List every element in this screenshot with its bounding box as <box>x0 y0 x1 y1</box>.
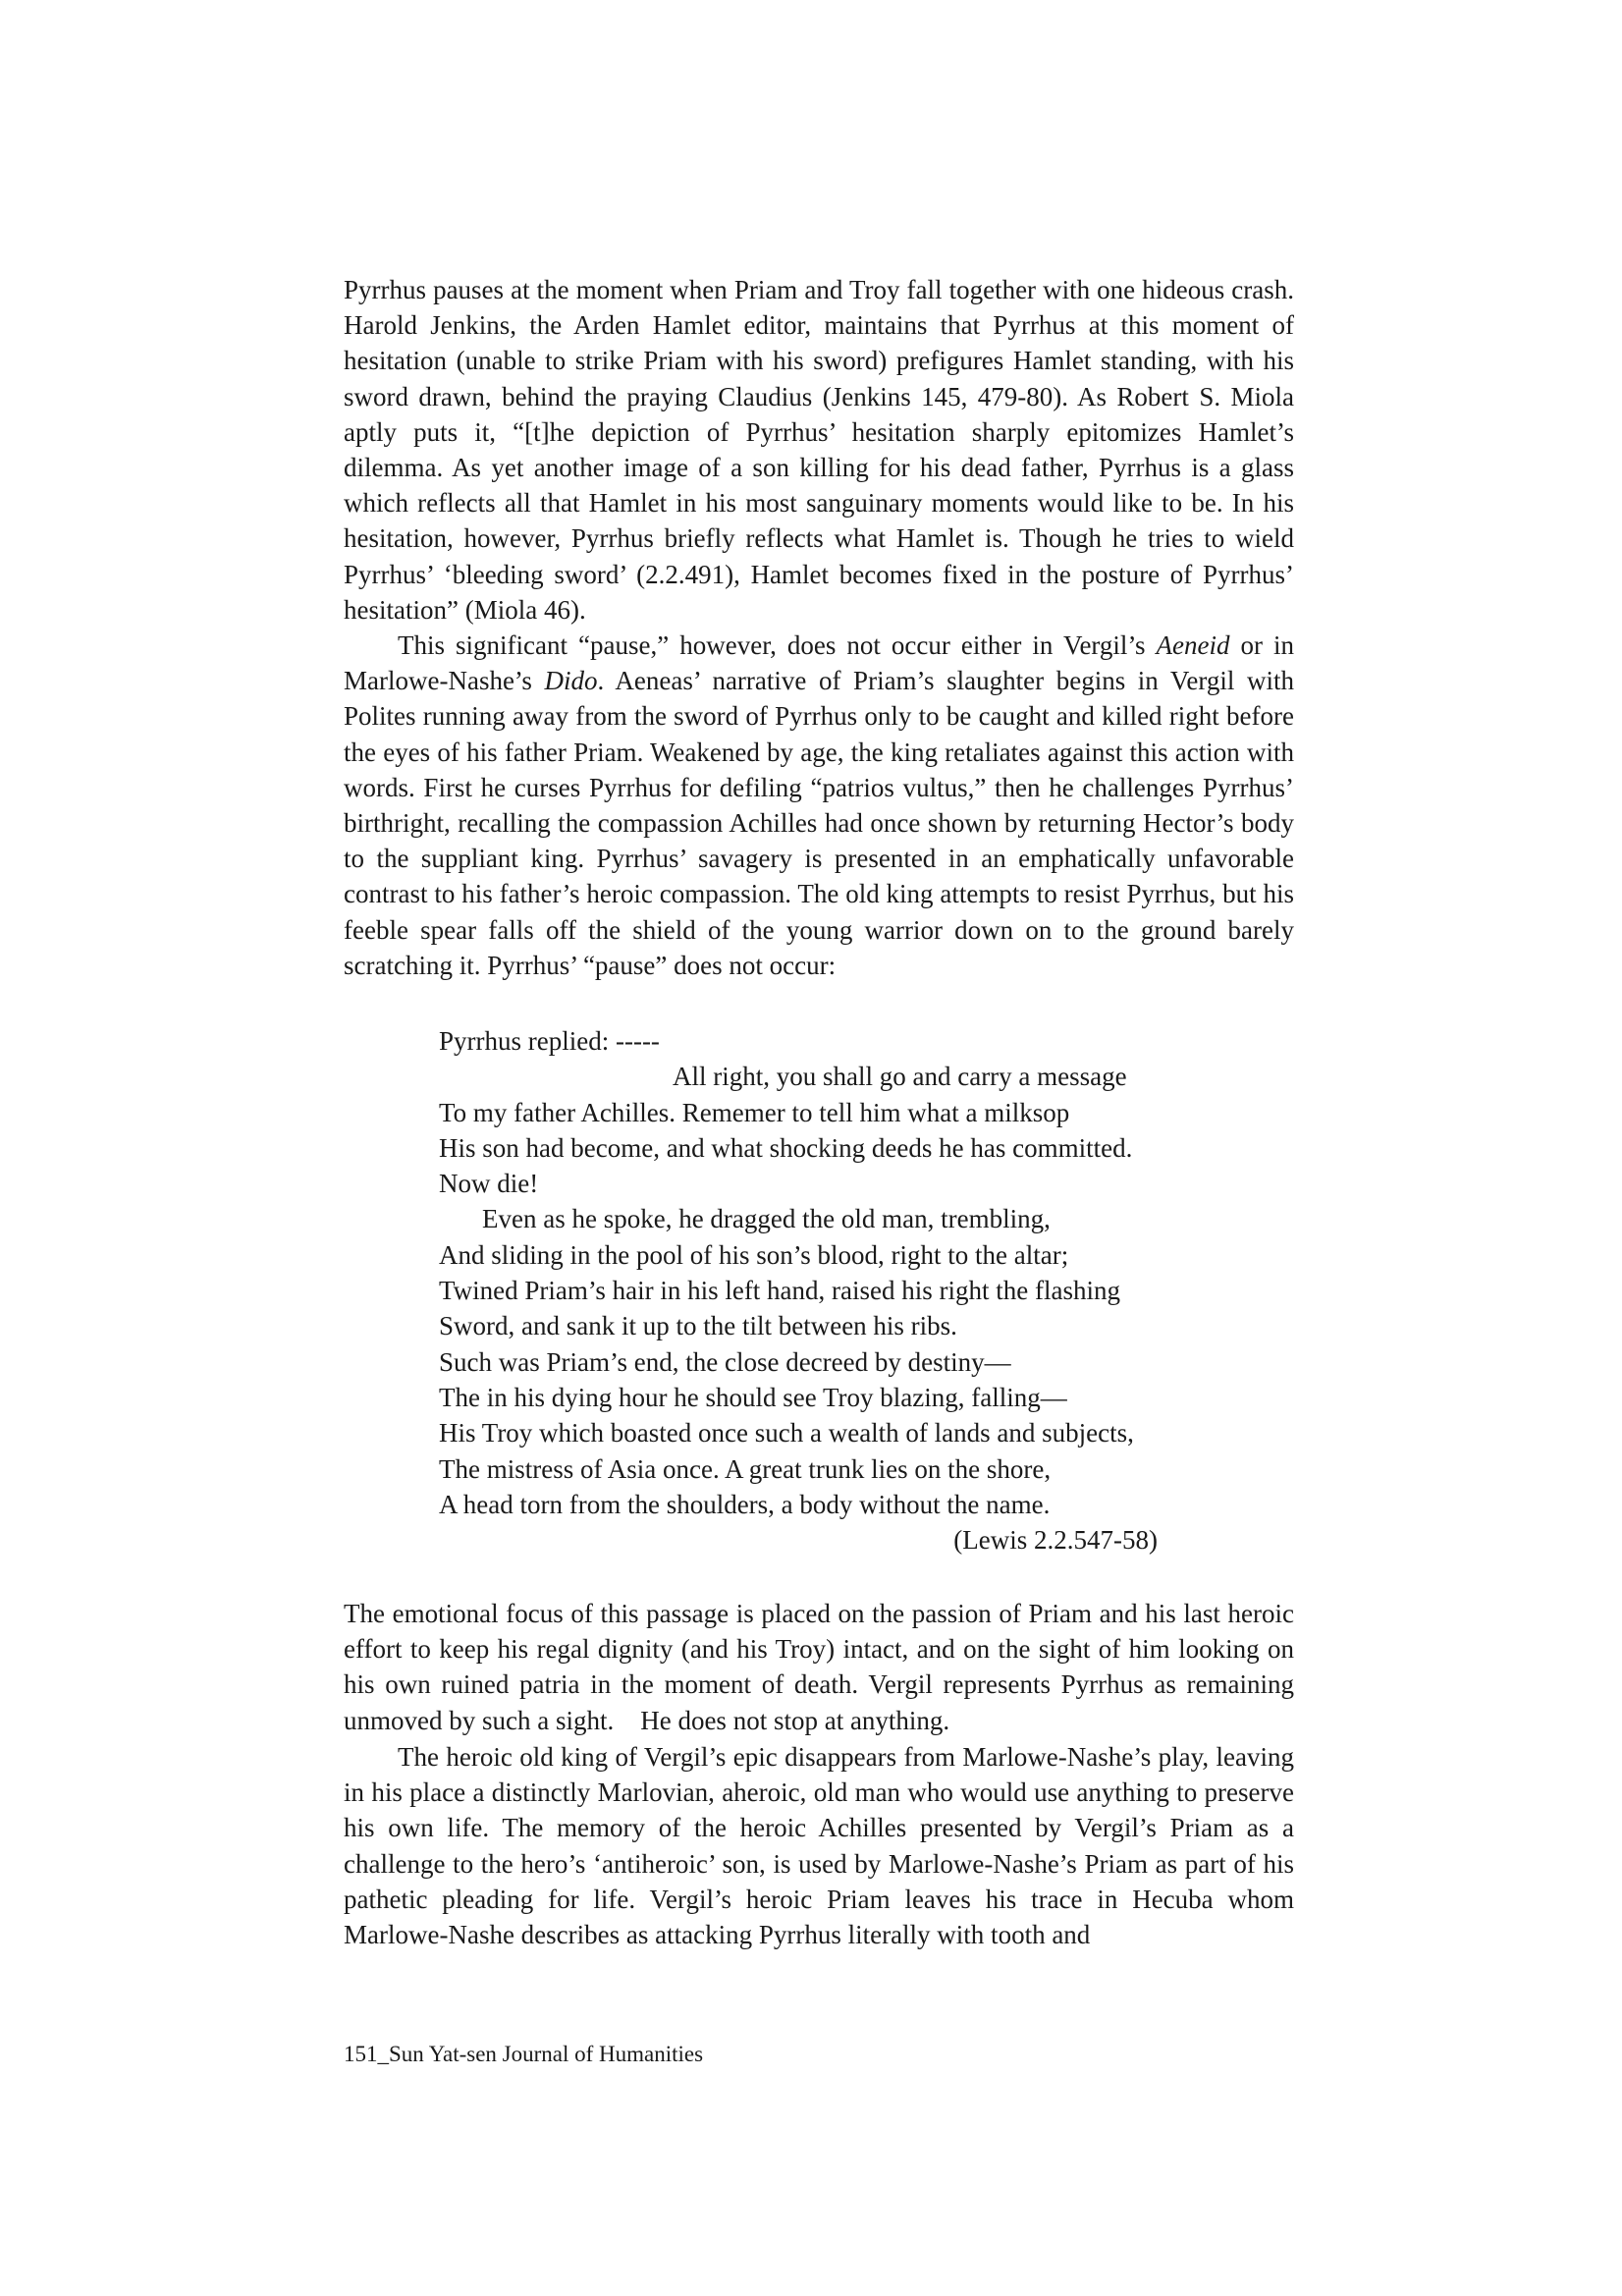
quote-line: Pyrrhus replied: ----- <box>439 1026 660 1056</box>
paragraph-text: . Aeneas’ narrative of Priam’s slaughter begins in Vergil with Polites running away from the sword of Pyrrhus only to be caught and killed right before the eyes of his father Priam. Weakened by age, the king retaliates against this action with words. First he curses Pyrrhus for defiling “patrios vultus,” then he challenges Pyrrhus’ birthright, recalling the compassion Achilles had once shown by returning Hector’s body to the suppliant king. Pyrrhus’ savagery is presented in an emphatically unfavorable contrast to his father’s heroic compassion. The old king attempts to resist Pyrrhus, but his feeble spear falls off the shield of the young warrior down on to the ground barely scratching it. Pyrrhus’ “pause” does not occur: <box>344 666 1294 980</box>
quote-line: Sword, and sank it up to the tilt between his ribs. <box>439 1311 957 1341</box>
page-footer-folio: 151_Sun Yat-sen Journal of Humanities <box>344 2042 704 2066</box>
paragraph-text: This significant “pause,” however, does not occur either in Vergil’s <box>398 630 1157 660</box>
paragraph-emotional-focus: The emotional focus of this passage is placed on the passion of Priam and his last heroic effort to keep his regal dignity (and his Troy) intact, and on the sight of him looking on his own ruined patria in the moment of death. Vergil represents Pyrrhus as remaining unmoved by such a sight. He does not stop at anything. <box>344 1599 1294 1735</box>
paragraph-heroic-old-king: The heroic old king of Vergil’s epic disappears from Marlowe-Nashe’s play, leaving in his place a distinctly Marlovian, aheroic, old man who would use anything to preserve his own life. The memory of the heroic Achilles presented by Vergil’s Priam as a challenge to the hero’s ‘antiheroic’ son, is used by Marlowe-Nashe’s Priam as part of his pathetic pleading for life. Vergil’s heroic Priam leaves his trace in Hecuba whom Marlowe-Nashe describes as attacking Pyrrhus literally with tooth and <box>344 1742 1294 1950</box>
quote-line: A head torn from the shoulders, a body without the name. <box>439 1489 1051 1519</box>
quote-line: Such was Priam’s end, the close decreed by destiny— <box>439 1346 1011 1377</box>
quote-line: Twined Priam’s hair in his left hand, raised his right the flashing <box>439 1276 1120 1306</box>
quote-line: The mistress of Asia once. A great trunk lies on the shore, <box>439 1453 1052 1484</box>
quote-line: To my father Achilles. Rememer to tell him what a milksop <box>439 1097 1070 1127</box>
italic-title-aeneid: Aeneid <box>1156 630 1230 660</box>
quote-line: All right, you shall go and carry a message <box>673 1062 1127 1092</box>
quote-line: His son had become, and what shocking deeds he has committed. <box>439 1132 1133 1163</box>
paragraph-text: or in Marlowe-Nashe’s <box>344 630 1294 696</box>
italic-title-dido: Dido <box>544 666 598 696</box>
quote-line: The in his dying hour he should see Troy blazing, falling— <box>439 1382 1067 1412</box>
quote-line: His Troy which boasted once such a wealth of lands and subjects, <box>439 1418 1134 1449</box>
quote-line: Now die! <box>439 1169 539 1199</box>
quote-line: Even as he spoke, he dragged the old man, trembling, <box>482 1204 1051 1234</box>
paragraph-significant-pause <box>344 628 1294 983</box>
quote-line: And sliding in the pool of his son’s blood, right to the altar; <box>439 1239 1069 1270</box>
quote-citation: (Lewis 2.2.547-58) <box>953 1525 1158 1556</box>
block-quote-aeneid <box>439 1023 1165 1558</box>
paragraph-pyrrhus-pause: Pyrrhus pauses at the moment when Priam and Troy fall together with one hideous crash. Harold Jenkins, the Arden Hamlet editor, maintains that Pyrrhus at this moment of hesitation (unable to strike Priam with his sword) prefigures Hamlet standing, with his sword drawn, behind the praying Claudius (Jenkins 145, 479-80). As Robert S. Miola aptly puts it, “[t]he depiction of Pyrrhus’ hesitation sharply epitomizes Hamlet’s dilemma. As yet another image of a son killing for his dead father, Pyrrhus is a glass which reflects all that Hamlet in his most sanguinary moments would like to be. In his hesitation, however, Pyrrhus briefly reflects what Hamlet is. Though he tries to wield Pyrrhus’ ‘bleeding sword’ (2.2.491), Hamlet becomes fixed in the posture of Pyrrhus’ hesitation” (Miola 46). <box>344 275 1294 625</box>
